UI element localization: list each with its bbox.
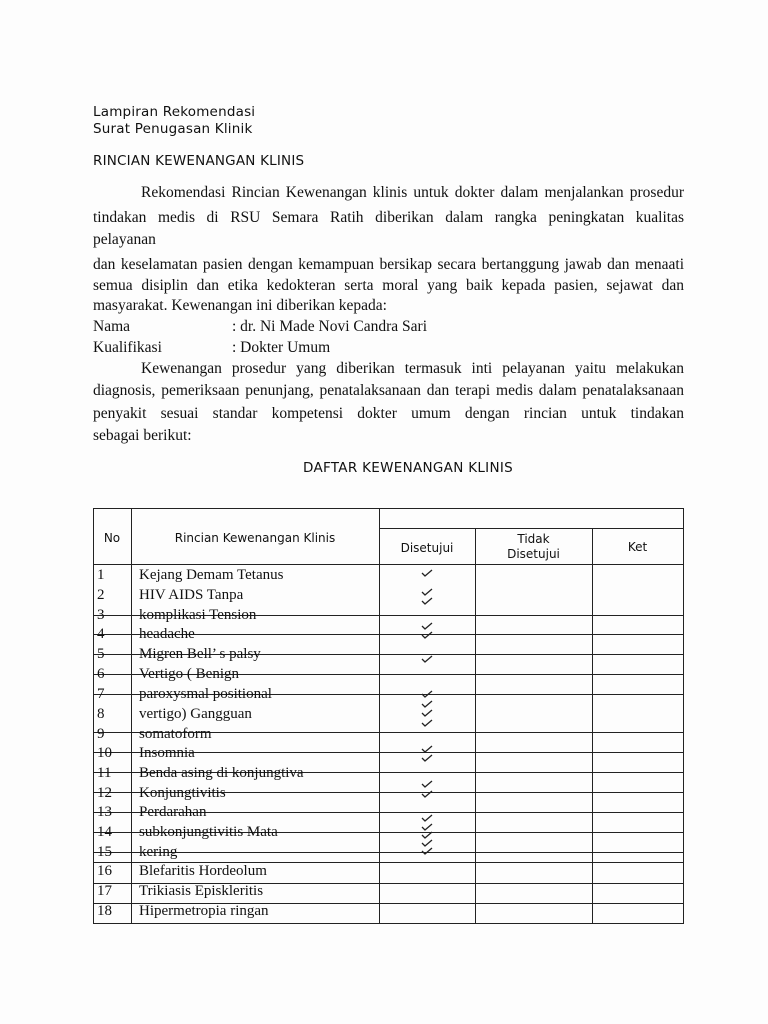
para1-line1: Rekomendasi Rincian Kewenangan klinis untuk dokter dalam menjalankan prosedur [141,184,684,201]
row-number: 8 [97,706,105,722]
section-title: RINCIAN KEWENANGAN KLINIS [93,153,305,169]
checkmark-icon [421,745,433,753]
checkmark-icon [421,719,433,727]
rincian-text: paroxysmal positional [139,686,272,702]
row-number: 1 [97,567,105,583]
row-number: 2 [97,587,105,603]
checkmark-icon [421,780,433,788]
row-number: 10 [97,745,112,761]
rincian-text: kering [139,844,178,860]
rincian-text: somatoform [139,726,212,742]
para2-line1: dan keselamatan pasien dengan kemampuan bersikap secara bertanggung jawab dan menaati [93,256,684,273]
rincian-text: headache [139,626,195,642]
rincian-text: Perdarahan [139,804,207,820]
checkmark-icon [421,622,433,630]
qualification-label: Kualifikasi [93,339,162,356]
col-tidak-header-line1: Tidak [517,532,550,546]
rincian-text: Blefaritis Hordeolum [139,863,267,879]
para3-line2: diagnosis, pemeriksaan penunjang, penatalaksanaan dan terapi medis dalam penatalaksanaan [93,382,684,399]
rincian-text: Benda asing di konjungtiva [139,765,304,781]
checkmark-icon [421,700,433,708]
para3-line3: penyakit sesuai standar kompetensi dokter umum dengan rincian untuk tindakan [93,405,684,422]
header-line-1: Lampiran Rekomendasi [93,104,256,120]
col-ket-header: Ket [627,540,648,554]
rincian-text: Hipermetropia ringan [139,903,269,919]
checkmark-icon [421,709,433,717]
row-number: 7 [97,686,105,702]
checkmark-icon [421,831,433,839]
row-number: 16 [97,863,112,879]
col-no-header: No [103,531,121,545]
col-rincian-header: Rincian Kewenangan Klinis [174,531,336,545]
checkmark-icon [421,754,433,762]
row-number: 18 [97,903,112,919]
para1-line3: pelayanan [93,231,156,248]
checkmark-icon [421,569,433,577]
rincian-text: HIV AIDS Tanpa [139,587,244,603]
header-line-2: Surat Penugasan Klinik [93,121,253,137]
rincian-text: Trikiasis Episkleritis [139,883,264,899]
checkmark-icon [421,655,433,663]
row-number: 3 [97,607,105,623]
name-label: Nama [93,318,131,335]
checkmark-icon [421,790,433,798]
para1-line2: tindakan medis di RSU Semara Ratih diberikan dalam rangka peningkatan kualitas [93,209,684,226]
checkmark-icon [421,814,433,822]
checkmark-icon [421,823,433,831]
checkmark-icon [421,631,433,639]
checkmark-icon [421,839,433,847]
table-title: DAFTAR KEWENANGAN KLINIS [302,460,513,476]
row-number: 14 [97,824,112,840]
row-number: 12 [97,785,112,801]
rincian-text: subkonjungtivitis Mata [139,824,278,840]
checkmark-icon [421,597,433,605]
qualification-value: : Dokter Umum [232,339,331,356]
rincian-text: Konjungtivitis [139,785,226,801]
rincian-text: Kejang Demam Tetanus [139,567,284,583]
row-number: 15 [97,844,112,860]
row-number: 6 [97,666,105,682]
row-number: 13 [97,804,112,820]
name-value: : dr. Ni Made Novi Candra Sari [232,318,428,335]
col-tidak-header-line2: Disetujui [507,547,560,561]
para2-line3: masyarakat. Kewenangan ini diberikan kepada: [93,297,387,314]
rincian-text: Insomnia [139,745,195,761]
row-number: 9 [97,726,105,742]
row-number: 5 [97,646,105,662]
para3-line1: Kewenangan prosedur yang diberikan termasuk inti pelayanan yaitu melakukan [141,360,684,377]
checkmark-icon [421,690,433,698]
para3-line4: sebagai berikut: [93,427,192,444]
rincian-text: vertigo) Gangguan [139,706,252,722]
row-number: 4 [97,626,105,642]
col-disetujui-header: Disetujui [400,541,454,555]
row-number: 11 [97,765,112,781]
checkmark-icon [421,588,433,596]
rincian-text: Vertigo ( Benign [139,666,239,682]
row-number: 17 [97,883,112,899]
checkmark-icon [421,847,433,855]
rincian-text: Migren Bell’ s palsy [139,646,261,662]
para2-line2: semua disiplin dan etika kedokteran serta moral yang baik kepada pasien, sejawat dan [93,277,684,294]
rincian-text: komplikasi Tension [139,607,257,623]
clinical-authority-table [93,508,684,924]
